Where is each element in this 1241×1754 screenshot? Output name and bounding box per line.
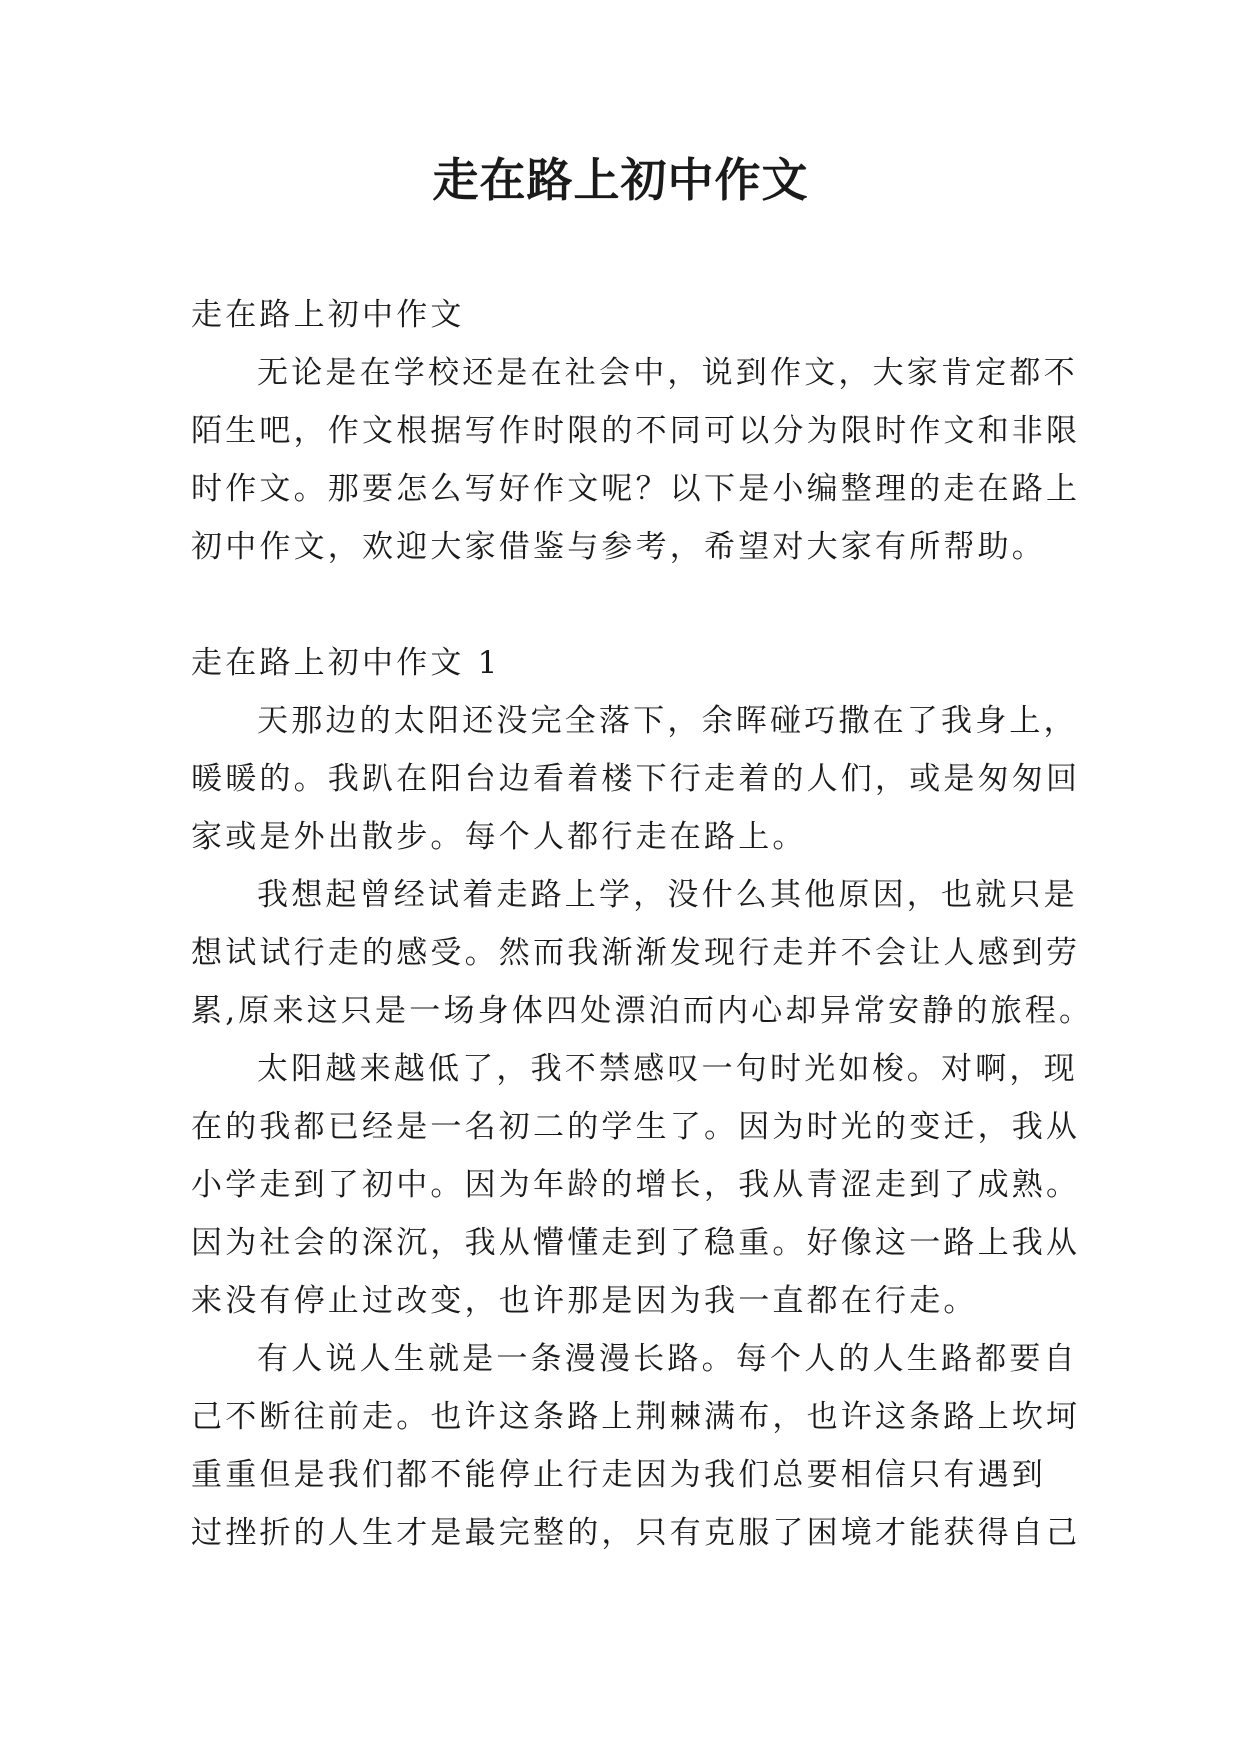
document-title: 走在路上初中作文 [432, 153, 809, 207]
section-heading: 走在路上初中作文 [191, 297, 465, 333]
text-line: 来没有停止过改变，也许那是因为我一直都在行走。 [191, 1283, 978, 1319]
section-spacer [191, 576, 1071, 634]
text-line: 有人说人生就是一条漫漫长路。每个人的人生路都要自 [257, 1341, 1078, 1377]
text-line: 想试试行走的感受。然而我渐渐发现行走并不会让人感到劳 [191, 935, 1081, 971]
paragraph [191, 1040, 1081, 1330]
text-line: 在的我都已经是一名初二的学生了。因为时光的变迁，我从 [191, 1109, 1081, 1145]
text-line: 初中作文，欢迎大家借鉴与参考，希望对大家有所帮助。 [191, 529, 1046, 565]
text-line: 累,原来这只是一场身体四处漂泊而内心却异常安静的旅程。 [191, 993, 1094, 1029]
section-heading: 走在路上初中作文 1 [191, 645, 501, 681]
text-line: 我想起曾经试着走路上学，没什么其他原因，也就只是 [257, 877, 1078, 913]
text-line: 重重但是我们都不能停止行走因为我们总要相信只有遇到 [191, 1457, 1046, 1493]
text-line: 过挫折的人生才是最完整的，只有克服了困境才能获得自己 [191, 1515, 1081, 1551]
text-line: 小学走到了初中。因为年龄的增长，我从青涩走到了成熟。 [191, 1167, 1081, 1203]
paragraph [191, 1330, 1081, 1562]
text-line: 无论是在学校还是在社会中，说到作文，大家肯定都不 [257, 355, 1078, 391]
text-line: 天那边的太阳还没完全落下，余晖碰巧撒在了我身上， [257, 703, 1078, 739]
paragraph [191, 692, 1081, 866]
text-line: 家或是外出散步。每个人都行走在路上。 [191, 819, 807, 855]
paragraph [191, 344, 1081, 576]
paragraph [191, 866, 1094, 1040]
text-line: 太阳越来越低了，我不禁感叹一句时光如梭。对啊，现 [257, 1051, 1078, 1087]
document-body [191, 286, 1094, 1562]
text-line: 暖暖的。我趴在阳台边看着楼下行走着的人们，或是匆匆回 [191, 761, 1081, 797]
text-line: 因为社会的深沉，我从懵懂走到了稳重。好像这一路上我从 [191, 1225, 1081, 1261]
text-line: 陌生吧，作文根据写作时限的不同可以分为限时作文和非限 [191, 413, 1081, 449]
text-line: 己不断往前走。也许这条路上荆棘满布，也许这条路上坎坷 [191, 1399, 1081, 1435]
text-line: 时作文。那要怎么写好作文呢？以下是小编整理的走在路上 [191, 471, 1081, 507]
